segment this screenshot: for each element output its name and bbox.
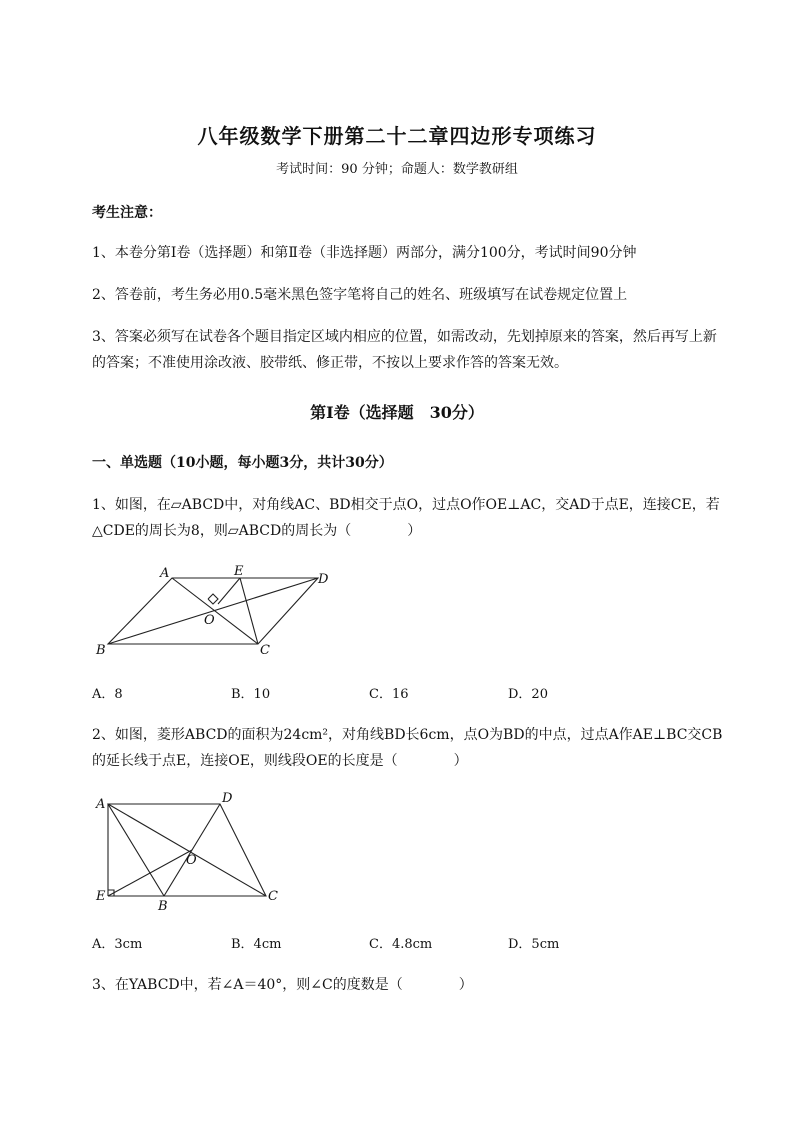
q2-label-e: E bbox=[96, 889, 106, 904]
question-1-line-2: △CDE的周长为8，则▱ABCD的周长为（ ） bbox=[92, 523, 422, 539]
q1-option-c: C．16 bbox=[369, 687, 409, 702]
q2-label-c: C bbox=[268, 889, 278, 904]
q1-label-d: D bbox=[318, 572, 329, 587]
q1-label-e: E bbox=[234, 564, 244, 579]
question-2-line-1: 2、如图，菱形ABCD的面积为24cm²，对角线BD长6cm，点O为BD的中点，过点A作AE⊥BC交CB bbox=[92, 727, 723, 743]
q1-option-d: D．20 bbox=[508, 687, 548, 702]
q1-label-b: B bbox=[96, 643, 106, 658]
q2-option-c: C．4.8cm bbox=[369, 937, 433, 952]
q2-option-a: A．3cm bbox=[92, 937, 143, 952]
notice-item-1: 1、本卷分第Ⅰ卷（选择题）和第Ⅱ卷（非选择题）两部分，满分100分，考试时间90分钟 bbox=[92, 245, 637, 261]
part-heading: 一、单选题（10小题，每小题3分，共计30分） bbox=[92, 455, 393, 471]
question-3-line-1: 3、在YABCD中，若∠A＝40°，则∠C的度数是（ ） bbox=[92, 977, 473, 993]
notice-item-3: 3、答案必须写在试卷各个题目指定区域内相应的位置，如需改动，先划掉原来的答案，然后再写上新 bbox=[92, 329, 717, 345]
q2-option-b: B．4cm bbox=[231, 937, 282, 952]
notice-heading: 考生注意： bbox=[92, 205, 162, 221]
q2-label-a: A bbox=[96, 797, 106, 812]
section-title: 第Ⅰ卷（选择题 30分） bbox=[310, 403, 484, 422]
question-2-line-2: 的延长线于点E，连接OE，则线段OE的长度是（ ） bbox=[92, 753, 468, 769]
notice-item-2: 2、答卷前，考生务必用0.5毫米黑色签字笔将自己的姓名、班级填写在试卷规定位置上 bbox=[92, 287, 628, 303]
q1-option-a: A．8 bbox=[92, 687, 123, 702]
q2-label-o: O bbox=[186, 853, 197, 868]
notice-item-3-cont: 的答案；不准使用涂改液、胶带纸、修正带，不按以上要求作答的答案无效。 bbox=[92, 355, 568, 371]
q2-option-d: D．5cm bbox=[508, 937, 560, 952]
question-1-line-1: 1、如图，在▱ABCD中，对角线AC、BD相交于点O，过点O作OE⊥AC，交AD于点E，连接CE，若 bbox=[92, 497, 720, 513]
q1-option-b: B．10 bbox=[231, 687, 271, 702]
q1-label-o: O bbox=[204, 613, 215, 628]
exam-info: 考试时间：90 分钟；命题人：数学教研组 bbox=[276, 162, 518, 177]
q2-label-b: B bbox=[158, 899, 168, 914]
question-1-figure bbox=[90, 560, 350, 660]
q1-label-a: A bbox=[160, 566, 170, 581]
q2-label-d: D bbox=[222, 791, 233, 806]
page-title: 八年级数学下册第二十二章四边形专项练习 bbox=[197, 124, 597, 148]
question-2-figure bbox=[90, 790, 300, 915]
q1-label-c: C bbox=[260, 643, 270, 658]
